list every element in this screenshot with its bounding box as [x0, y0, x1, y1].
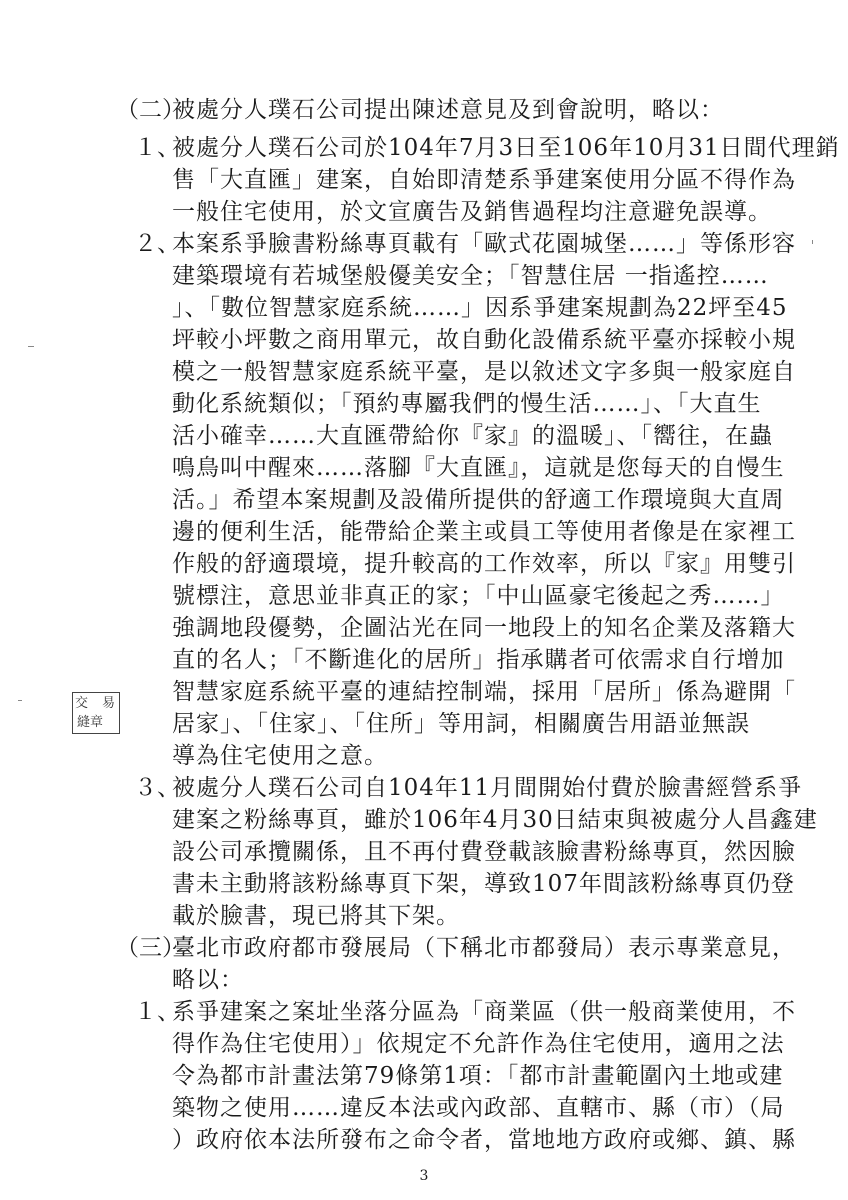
section-marker-2: （二）	[116, 97, 185, 123]
item-1-line-3: 一般住宅使用，於文宣廣告及銷售過程均注意避免誤導。	[172, 199, 772, 225]
page-number: 3	[419, 1168, 429, 1184]
item-1-line-2: 售「大直匯」建案，自始即清楚系爭建案使用分區不得作為	[172, 167, 796, 193]
section-heading-2: 被處分人璞石公司提出陳述意見及到會說明，略以：	[172, 97, 724, 123]
item-3-line-3: 設公司承攬關係，且不再付費登載該臉書粉絲專頁，然因臉	[172, 839, 796, 865]
stamp-char-2: 易	[101, 696, 115, 711]
item-2-line-3: 」、「數位智慧家庭系統……」因系爭建案規劃為22坪至45	[172, 295, 788, 321]
section-marker-3: （三）	[116, 935, 185, 961]
seam-stamp	[72, 692, 120, 734]
stamp-char-3: 縫章	[77, 715, 104, 730]
item-4-line-5: ）政府依本法所發布之命令者，當地地方政府或鄉、鎮、縣	[172, 1127, 796, 1153]
item-2-line-15: 智慧家庭系統平臺的連結控制端，採用「居所」係為避開「	[172, 679, 796, 705]
item-marker-2: ２、	[134, 231, 180, 257]
item-2-line-11: 作般的舒適環境，提升較高的工作效率，所以『家』用雙引	[172, 551, 796, 577]
item-2-line-12: 號標注，意思並非真正的家；「中山區豪宅後起之秀……」	[172, 583, 785, 609]
item-marker-1: １、	[134, 135, 180, 161]
item-2-line-9: 活。」希望本案規劃及設備所提供的舒適工作環境與大直周	[172, 487, 785, 513]
item-2-line-5: 模之一般智慧家庭系統平臺，是以敘述文字多與一般家庭自	[172, 359, 796, 385]
item-3-line-5: 載於臉書，現已將其下架。	[172, 903, 460, 929]
item-2-line-13: 強調地段優勢，企圖沾光在同一地段上的知名企業及落籍大	[172, 615, 796, 641]
stamp-char-1: 交	[75, 696, 89, 711]
item-3-line-2: 建案之粉絲專頁，雖於106年4月30日結束與被處分人昌鑫建	[172, 807, 818, 833]
item-4-line-2: 得作為住宅使用）」依規定不允許作為住宅使用，適用之法	[172, 1031, 785, 1057]
item-2-line-7: 活小確幸……大直匯帶給你『家』的溫暖」、「嚮往，在蟲	[172, 423, 773, 449]
item-2-line-1: 本案系爭臉書粉絲專頁載有「歐式花園城堡……」等係形容	[172, 231, 796, 257]
item-3-line-1: 被處分人璞石公司自104年11月間開始付費於臉書經營系爭	[172, 775, 803, 801]
item-2-line-2: 建築環境有若城堡般優美安全；「智慧住居 一指遙控……	[172, 263, 769, 289]
section-heading-3-line-2: 略以：	[172, 967, 244, 993]
item-2-line-14: 直的名人；「不斷進化的居所」指承購者可依需求自行增加	[172, 647, 785, 673]
item-marker-4: １、	[134, 999, 180, 1025]
scan-speck	[18, 700, 22, 701]
item-4-line-4: 築物之使用……違反本法或內政部、直轄市、縣（市）（局	[172, 1095, 785, 1121]
item-2-line-16: 居家」、「住家」、「住所」等用詞，相關廣告用語並無誤	[172, 711, 750, 737]
item-4-line-3: 令為都市計畫法第79條第1項：「都市計畫範圍內土地或建	[172, 1063, 784, 1089]
item-2-line-8: 鳴鳥叫中醒來……落腳『大直匯』，這就是您每天的自慢生	[172, 455, 785, 481]
section-heading-3-line-1: 臺北市政府都市發展局（下稱北市都發局）表示專業意見，	[172, 935, 796, 961]
item-2-line-17: 導為住宅使用之意。	[172, 743, 388, 769]
item-2-line-10: 邊的便利生活，能帶給企業主或員工等使用者像是在家裡工	[172, 519, 796, 545]
scan-speck	[28, 346, 34, 347]
scan-speck	[812, 240, 813, 244]
item-4-line-1: 系爭建案之案址坐落分區為「商業區（供一般商業使用，不	[172, 999, 796, 1025]
item-marker-3: ３、	[134, 775, 180, 801]
item-2-line-6: 動化系統類似；「預約專屬我們的慢生活……」、「大直生	[172, 391, 762, 417]
item-1-line-1: 被處分人璞石公司於104年7月3日至106年10月31日間代理銷	[172, 135, 840, 161]
item-3-line-4: 書未主動將該粉絲專頁下架，導致107年間該粉絲專頁仍登	[172, 871, 795, 897]
item-2-line-4: 坪較小坪數之商用單元，故自動化設備系統平臺亦採較小規	[172, 327, 796, 353]
